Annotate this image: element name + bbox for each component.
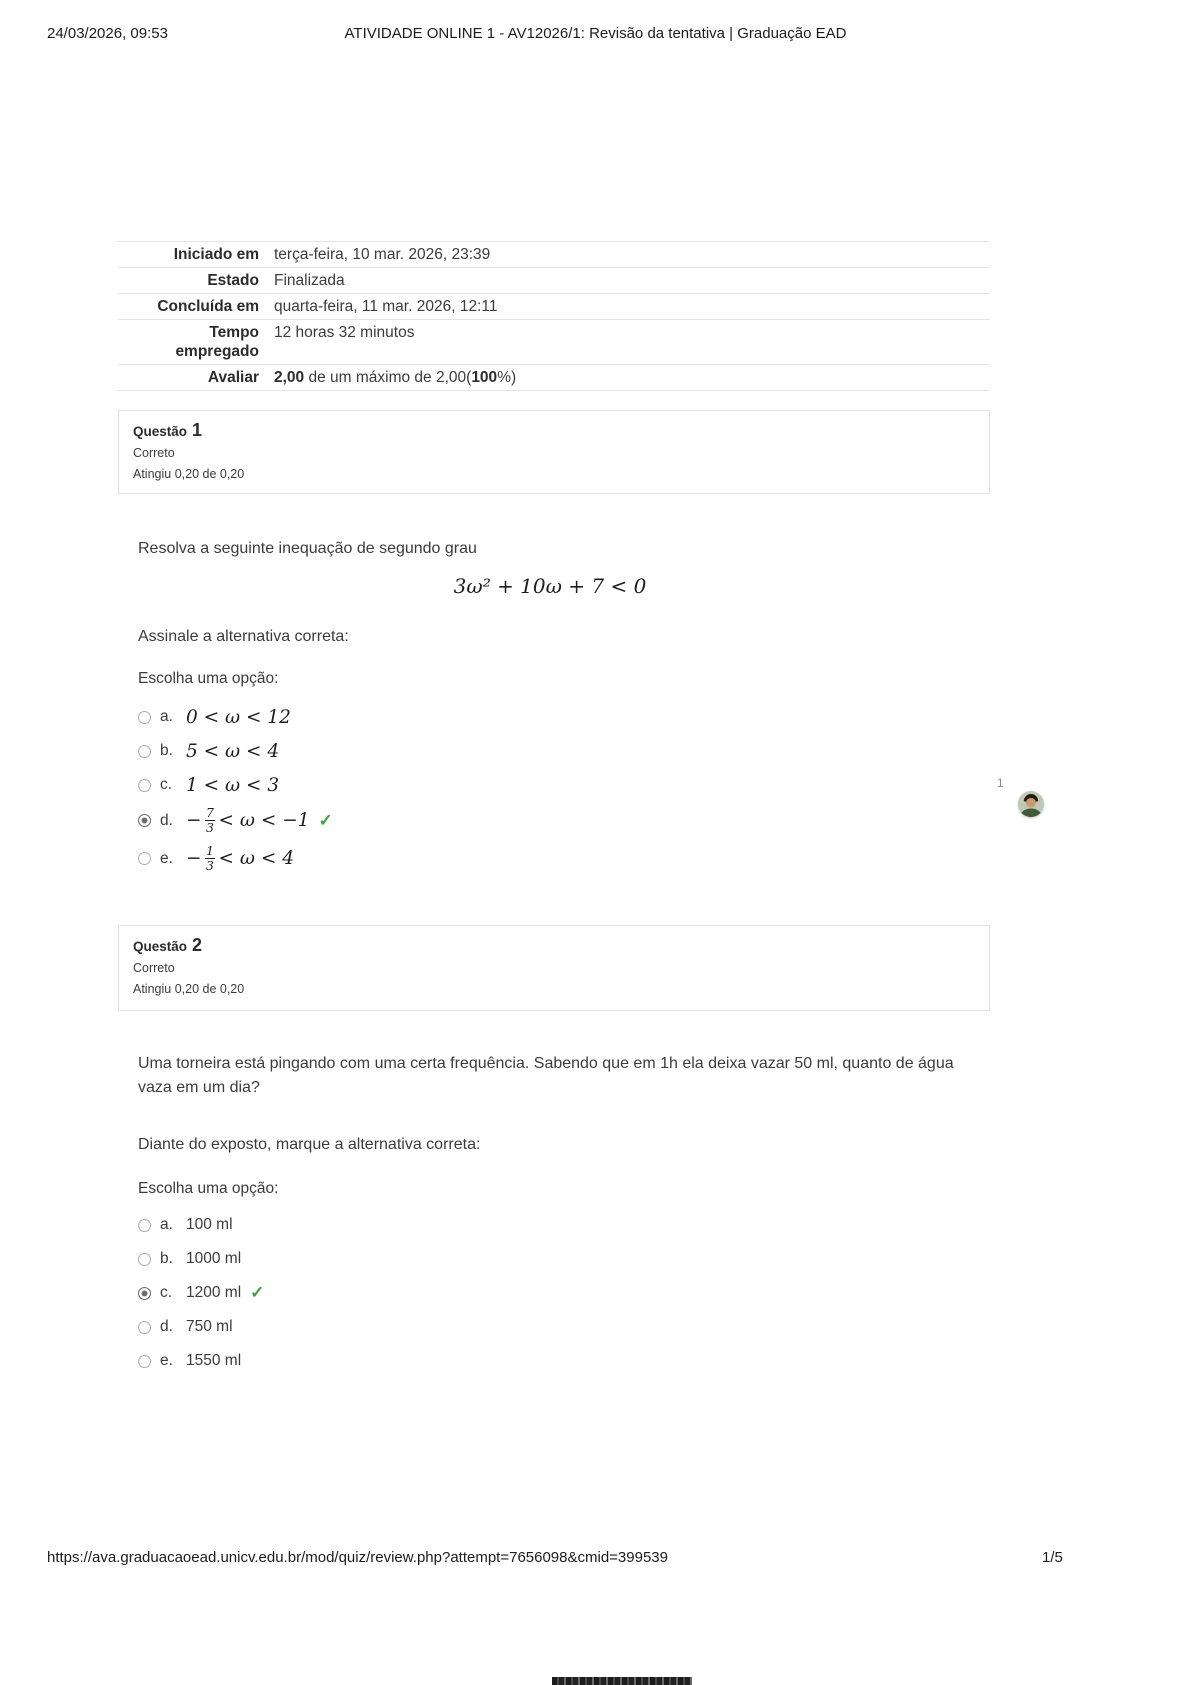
option-letter: e. <box>160 1352 173 1369</box>
option-letter: c. <box>160 776 173 793</box>
math-sign: − <box>186 809 202 831</box>
summary-label <box>118 271 259 290</box>
option-b[interactable] <box>138 738 962 764</box>
summary-row-state <box>118 267 990 293</box>
math-rest: < ω < −1 <box>218 809 310 831</box>
option-letter: d. <box>160 811 173 829</box>
summary-row-grade <box>118 364 990 390</box>
option-e[interactable] <box>138 1348 962 1374</box>
option-letter: a. <box>160 1216 173 1233</box>
question-2-choose-label: Escolha uma opção: <box>138 1180 279 1197</box>
user-avatar[interactable] <box>1018 791 1044 817</box>
radio-unchecked-icon[interactable] <box>138 1321 151 1334</box>
summary-grade-value <box>274 368 516 387</box>
summary-value: terça-feira, 10 mar. 2026, 23:39 <box>274 246 491 263</box>
option-math: 5 < ω < 4 <box>186 740 280 762</box>
option-c[interactable] <box>138 772 962 798</box>
summary-row-time-taken <box>118 319 990 364</box>
footer-url: https://ava.graduacaoead.unicv.edu.br/mod/quiz/review.php?attempt=7656098&cmid=399539 <box>47 1549 668 1566</box>
option-d-selected[interactable] <box>138 806 962 836</box>
question-1-points: Atingiu 0,20 de 0,20 <box>133 467 245 481</box>
summary-label-text: Avaliar <box>207 369 259 386</box>
option-letter: b. <box>160 742 173 759</box>
question-1-formula: 3ω² + 10ω + 7 < 0 <box>453 574 647 598</box>
option-math <box>186 844 294 874</box>
footer-page-number: 1/5 <box>1042 1549 1063 1566</box>
check-icon: ✓ <box>318 810 333 830</box>
summary-label <box>118 368 259 387</box>
question-number: 2 <box>192 935 203 955</box>
floating-page-indicator: 1 <box>997 776 1004 790</box>
fraction <box>205 844 216 874</box>
question-2-state: Correto <box>133 961 175 975</box>
radio-unchecked-icon[interactable] <box>138 1355 151 1368</box>
fraction-numerator: 7 <box>206 805 214 820</box>
check-icon: ✓ <box>250 1283 265 1302</box>
question-word: Questão <box>133 424 188 439</box>
avatar-image <box>1018 791 1044 817</box>
grade-text: de um máximo de 2,00( <box>304 369 472 386</box>
grade-value: 2,00 <box>274 369 305 386</box>
math-rest: < ω < 4 <box>218 847 294 869</box>
radio-unchecked-icon[interactable] <box>138 1219 151 1232</box>
summary-label-text: Estado <box>207 272 259 289</box>
option-a[interactable] <box>138 1212 962 1238</box>
summary-value: quarta-feira, 11 mar. 2026, 12:11 <box>274 298 498 315</box>
option-text: 100 ml <box>186 1216 233 1233</box>
print-datetime: 24/03/2026, 09:53 <box>47 25 168 42</box>
summary-value: 12 horas 32 minutos <box>274 324 415 341</box>
question-1-content <box>138 537 962 882</box>
option-text: 1550 ml <box>186 1352 242 1369</box>
math-sign: − <box>186 847 202 869</box>
fraction <box>205 806 216 836</box>
question-word: Questão <box>133 939 188 954</box>
summary-label-text: Iniciado em <box>173 246 259 263</box>
grade-percent: 100 <box>471 369 498 386</box>
summary-label-text: Concluída em <box>157 298 259 315</box>
question-1-state: Correto <box>133 446 175 460</box>
question-2-instruction: Diante do exposto, marque a alternativa correta: <box>138 1136 481 1153</box>
option-text: 1000 ml <box>186 1250 242 1267</box>
option-b[interactable] <box>138 1246 962 1272</box>
attempt-summary-table <box>118 241 990 391</box>
option-letter: c. <box>160 1284 173 1301</box>
question-1-title <box>133 420 975 441</box>
question-number: 1 <box>192 420 203 440</box>
option-c-selected[interactable] <box>138 1280 962 1306</box>
cut-off-content <box>552 1677 692 1685</box>
summary-row-completed <box>118 293 990 319</box>
question-2-info-box <box>118 925 990 1011</box>
question-2-points: Atingiu 0,20 de 0,20 <box>133 982 245 996</box>
option-text: 750 ml <box>186 1318 233 1335</box>
option-e[interactable] <box>138 844 962 874</box>
radio-unchecked-icon[interactable] <box>138 1253 151 1266</box>
option-math: 1 < ω < 3 <box>186 774 280 796</box>
option-d[interactable] <box>138 1314 962 1340</box>
grade-text-end: %) <box>497 369 517 386</box>
radio-checked-icon[interactable] <box>138 1287 151 1300</box>
question-1-info-box <box>118 410 990 494</box>
radio-checked-icon[interactable] <box>138 814 151 827</box>
option-a[interactable] <box>138 704 962 730</box>
option-letter: d. <box>160 1318 173 1335</box>
summary-label <box>118 323 259 361</box>
summary-label <box>118 297 259 316</box>
option-text: 1200 ml <box>186 1284 242 1301</box>
question-1-prompt: Resolva a seguinte inequação de segundo grau <box>138 540 477 557</box>
summary-label-text: Tempo empregado <box>175 324 259 360</box>
radio-unchecked-icon[interactable] <box>138 852 151 865</box>
question-1-instruction: Assinale a alternativa correta: <box>138 628 349 645</box>
summary-row-started <box>118 241 990 267</box>
question-2-prompt: Uma torneira está pingando com uma certa frequência. Sabendo que em 1h ela deixa vazar 50 ml, quanto de água vaza em um dia? <box>138 1055 954 1096</box>
option-math: 0 < ω < 12 <box>186 706 291 728</box>
page-title: ATIVIDADE ONLINE 1 - AV12026/1: Revisão da tentativa | Graduação EAD <box>344 25 847 42</box>
radio-unchecked-icon[interactable] <box>138 711 151 724</box>
question-2-content <box>138 1052 962 1382</box>
summary-label <box>118 245 259 264</box>
option-letter: e. <box>160 849 173 867</box>
radio-unchecked-icon[interactable] <box>138 779 151 792</box>
fraction-denominator: 3 <box>206 820 214 836</box>
fraction-denominator: 3 <box>206 858 214 874</box>
question-2-options <box>138 1212 962 1374</box>
option-math <box>186 806 309 836</box>
fraction-numerator: 1 <box>206 842 214 858</box>
question-1-choose-label: Escolha uma opção: <box>138 670 279 687</box>
option-letter: a. <box>160 708 173 725</box>
summary-value: Finalizada <box>274 272 345 289</box>
option-letter: b. <box>160 1250 173 1267</box>
question-2-title <box>133 935 975 956</box>
radio-unchecked-icon[interactable] <box>138 745 151 758</box>
question-1-options <box>138 704 962 874</box>
